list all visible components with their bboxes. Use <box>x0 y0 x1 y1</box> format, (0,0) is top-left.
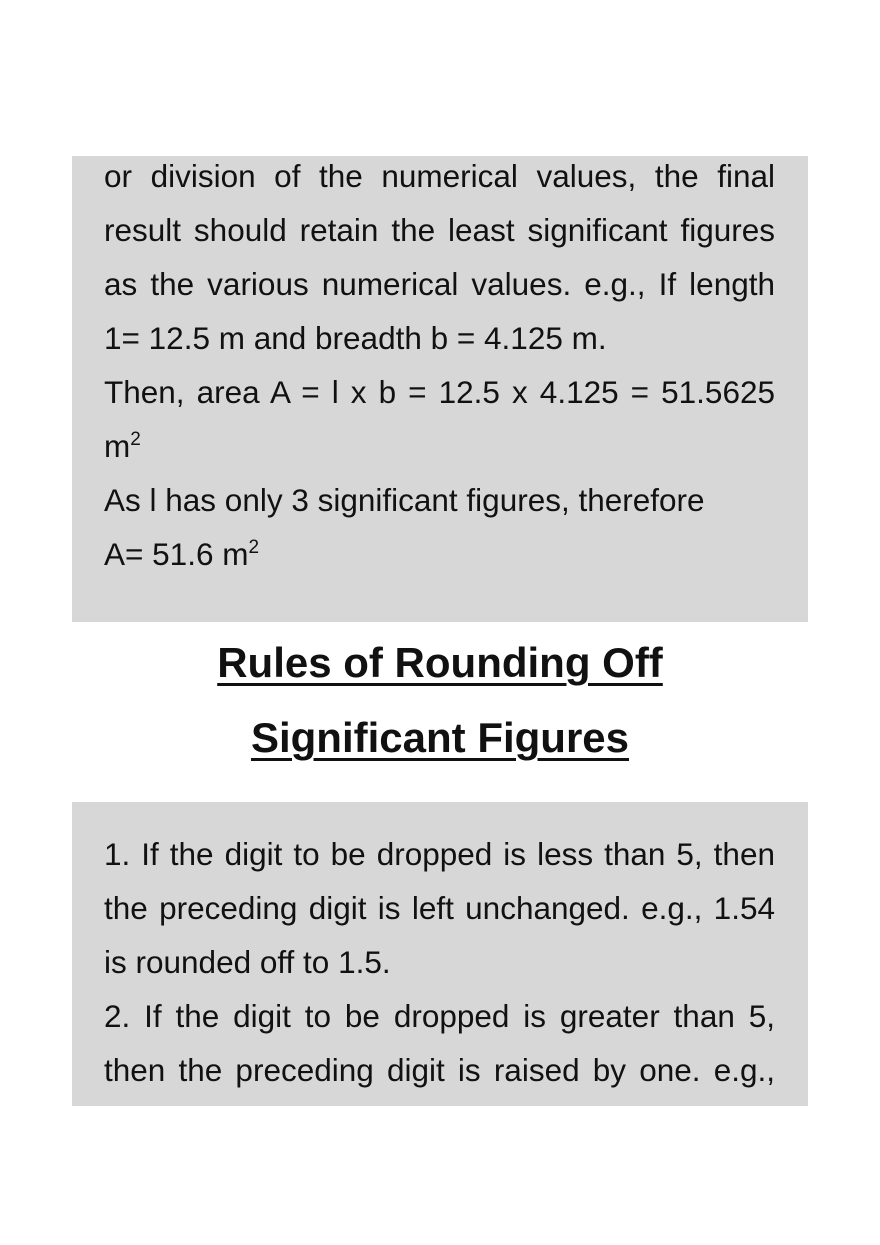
unit-text: m <box>104 428 131 464</box>
text-line: 1= 12.5 m and breadth b = 4.125 m. <box>104 320 607 356</box>
text-line: As l has only 3 significant figures, therefore <box>104 482 705 518</box>
text-line: 2. If the digit to be dropped is greater than 5, <box>104 998 775 1034</box>
superscript: 2 <box>248 537 260 558</box>
text-line: the preceding digit is left unchanged. e.g., 1.54 <box>104 890 775 926</box>
text-line: 1. If the digit to be dropped is less than 5, then <box>104 836 775 872</box>
superscript: 2 <box>130 429 141 450</box>
section-heading-line-1: Rules of Rounding Off <box>217 639 663 686</box>
text-line: or division of the numerical values, the final <box>104 158 775 194</box>
text-line: as the various numerical values. e.g., If length <box>104 266 775 302</box>
rules-text-box <box>72 802 808 1106</box>
section-heading-line-2: Significant Figures <box>250 714 630 761</box>
text-line: is rounded off to 1.5. <box>104 944 391 980</box>
text-line <box>104 426 775 466</box>
text-line <box>104 534 775 574</box>
text-line: result should retain the least significant figures <box>104 212 775 248</box>
example-text-box <box>72 156 808 622</box>
text-line: then the preceding digit is raised by one. e.g., <box>104 1052 775 1088</box>
result-text: A= 51.6 m <box>104 536 249 572</box>
text-line: Then, area A = l x b = 12.5 x 4.125 = 51.5625 <box>104 374 775 410</box>
